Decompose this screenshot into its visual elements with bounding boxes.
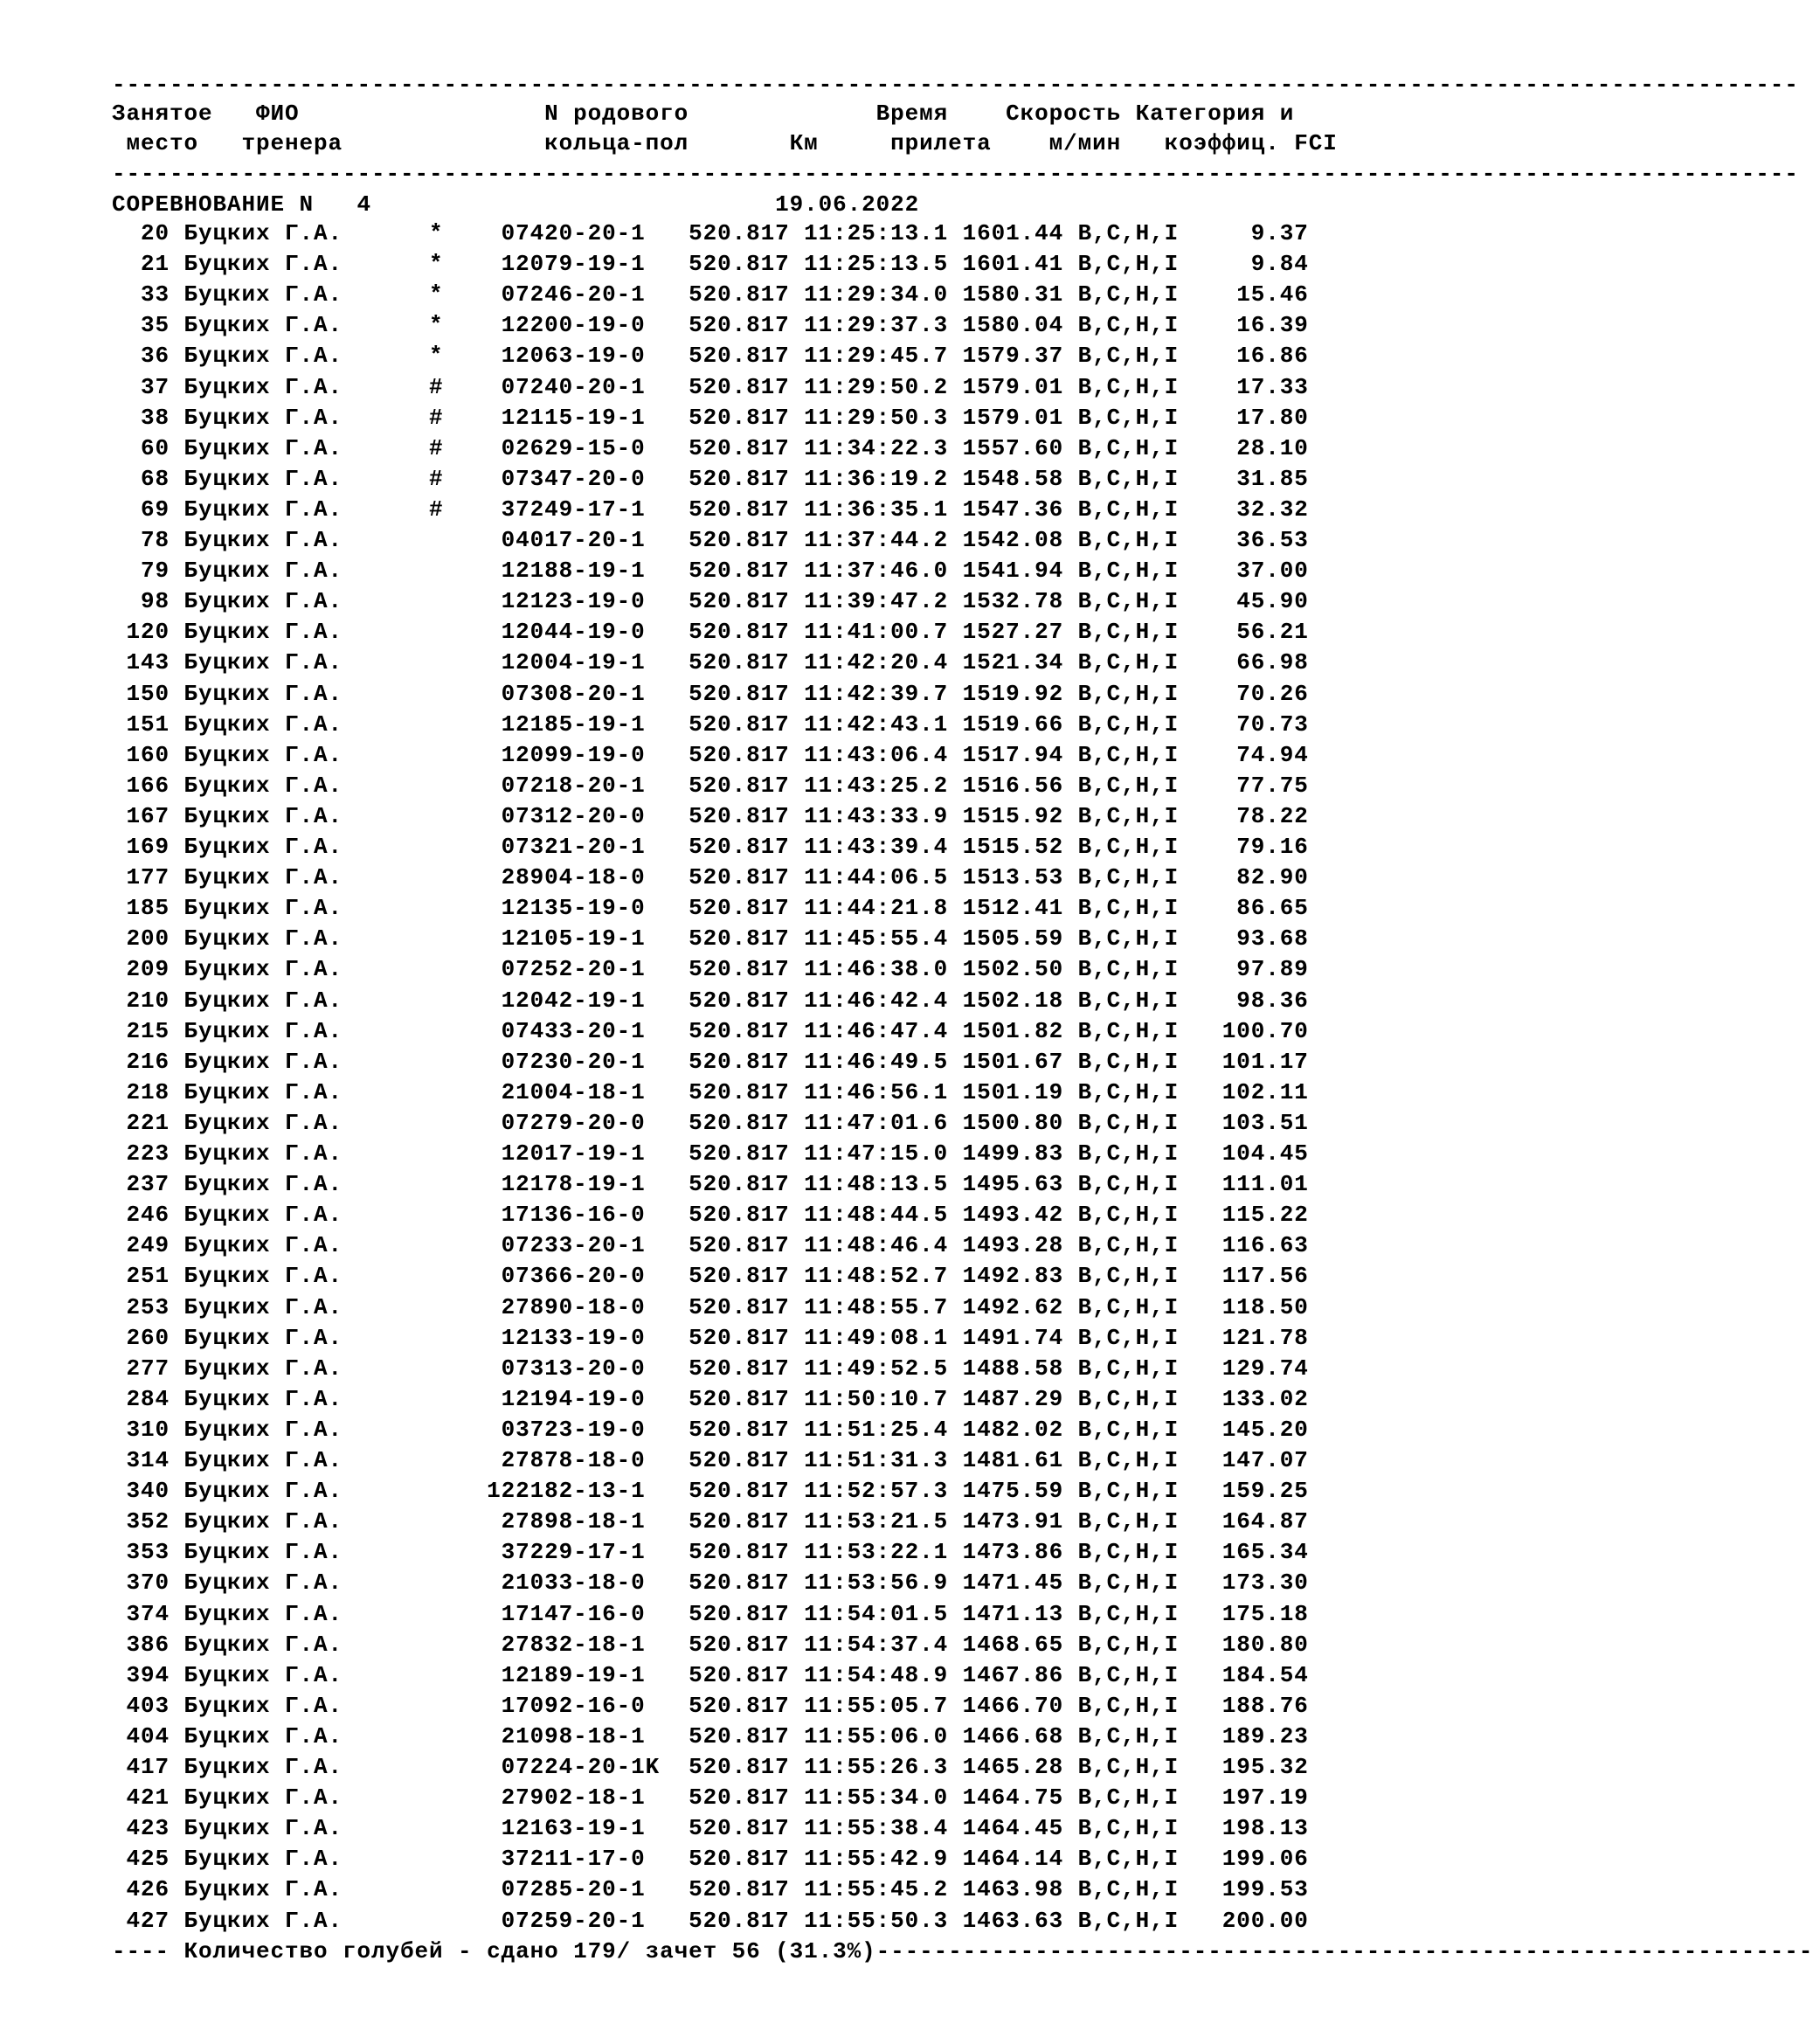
- table-row: 79 Буцких Г.А. 12188-19-1 520.817 11:37:46.0 1541.94 B,C,H,I 37.00: [112, 558, 1309, 585]
- table-row: 404 Буцких Г.А. 21098-18-1 520.817 11:55:06.0 1466.68 B,C,H,I 189.23: [112, 1722, 1309, 1750]
- table-row: 150 Буцких Г.А. 07308-20-1 520.817 11:42:39.7 1519.92 B,C,H,I 70.26: [112, 680, 1309, 707]
- table-row: 185 Буцких Г.А. 12135-19-0 520.817 11:44:21.8 1512.41 B,C,H,I 86.65: [112, 895, 1309, 922]
- table-row: 60 Буцких Г.А. # 02629-15-0 520.817 11:34:22.3 1557.60 B,C,H,I 28.10: [112, 434, 1309, 461]
- table-row: 36 Буцких Г.А. * 12063-19-0 520.817 11:29:45.7 1579.37 B,C,H,I 16.86: [112, 343, 1309, 370]
- table-row: 210 Буцких Г.А. 12042-19-1 520.817 11:46:42.4 1502.18 B,C,H,I 98.36: [112, 987, 1309, 1014]
- table-row: 394 Буцких Г.А. 12189-19-1 520.817 11:54:48.9 1467.86 B,C,H,I 184.54: [112, 1661, 1309, 1688]
- table-row: 249 Буцких Г.А. 07233-20-1 520.817 11:48:46.4 1493.28 B,C,H,I 116.63: [112, 1232, 1309, 1259]
- table-row: 37 Буцких Г.А. # 07240-20-1 520.817 11:29:50.2 1579.01 B,C,H,I 17.33: [112, 373, 1309, 400]
- table-row: 177 Буцких Г.А. 28904-18-0 520.817 11:44:06.5 1513.53 B,C,H,I 82.90: [112, 864, 1309, 891]
- table-row: 425 Буцких Г.А. 37211-17-0 520.817 11:55:42.9 1464.14 B,C,H,I 199.06: [112, 1846, 1309, 1873]
- table-row: 35 Буцких Г.А. * 12200-19-0 520.817 11:29:37.3 1580.04 B,C,H,I 16.39: [112, 312, 1309, 339]
- table-row: 20 Буцких Г.А. * 07420-20-1 520.817 11:25:13.1 1601.44 B,C,H,I 9.37: [112, 220, 1309, 246]
- table-row: 423 Буцких Г.А. 12163-19-1 520.817 11:55:38.4 1464.45 B,C,H,I 198.13: [112, 1815, 1309, 1842]
- table-row: 284 Буцких Г.А. 12194-19-0 520.817 11:50:10.7 1487.29 B,C,H,I 133.02: [112, 1385, 1309, 1412]
- table-row: 253 Буцких Г.А. 27890-18-0 520.817 11:48:55.7 1492.62 B,C,H,I 118.50: [112, 1293, 1309, 1320]
- table-row: 417 Буцких Г.А. 07224-20-1K 520.817 11:55:26.3 1465.28 B,C,H,I 195.32: [112, 1754, 1309, 1780]
- table-row: 353 Буцких Г.А. 37229-17-1 520.817 11:53:22.1 1473.86 B,C,H,I 165.34: [112, 1539, 1309, 1566]
- table-row: 143 Буцких Г.А. 12004-19-1 520.817 11:42:20.4 1521.34 B,C,H,I 66.98: [112, 649, 1309, 676]
- table-row: 38 Буцких Г.А. # 12115-19-1 520.817 11:29:50.3 1579.01 B,C,H,I 17.80: [112, 404, 1309, 431]
- table-row: 310 Буцких Г.А. 03723-19-0 520.817 11:51:25.4 1482.02 B,C,H,I 145.20: [112, 1416, 1309, 1443]
- table-row: 370 Буцких Г.А. 21033-18-0 520.817 11:53:56.9 1471.45 B,C,H,I 173.30: [112, 1569, 1309, 1597]
- top-rule: ---------------------------------------------------------------------------------------------------------------------: [112, 72, 1799, 98]
- table-row: 166 Буцких Г.А. 07218-20-1 520.817 11:43:25.2 1516.56 B,C,H,I 77.75: [112, 772, 1309, 799]
- table-row: 215 Буцких Г.А. 07433-20-1 520.817 11:46:47.4 1501.82 B,C,H,I 100.70: [112, 1017, 1309, 1044]
- table-row: 237 Буцких Г.А. 12178-19-1 520.817 11:48:13.5 1495.63 B,C,H,I 111.01: [112, 1171, 1309, 1198]
- table-row: 21 Буцких Г.А. * 12079-19-1 520.817 11:25:13.5 1601.41 B,C,H,I 9.84: [112, 251, 1309, 278]
- table-row: 169 Буцких Г.А. 07321-20-1 520.817 11:43:39.4 1515.52 B,C,H,I 79.16: [112, 834, 1309, 860]
- competition-line: СОРЕВНОВАНИЕ N 4 19.06.2022: [112, 191, 920, 218]
- table-row: 374 Буцких Г.А. 17147-16-0 520.817 11:54:01.5 1471.13 B,C,H,I 175.18: [112, 1600, 1309, 1627]
- table-row: 68 Буцких Г.А. # 07347-20-0 520.817 11:36:19.2 1548.58 B,C,H,I 31.85: [112, 465, 1309, 492]
- header-line-1: Занятое ФИО N родового Время Скорость Категория и: [112, 100, 1295, 127]
- table-row: 216 Буцких Г.А. 07230-20-1 520.817 11:46:49.5 1501.67 B,C,H,I 101.17: [112, 1048, 1309, 1075]
- footer-summary: ---- Количество голубей - сдано 179/ зачет 56 (31.3%)-----------------------------------------------------------------: [112, 1937, 1813, 1964]
- table-row: 223 Буцких Г.А. 12017-19-1 520.817 11:47:15.0 1499.83 B,C,H,I 104.45: [112, 1140, 1309, 1167]
- table-row: 352 Буцких Г.А. 27898-18-1 520.817 11:53:21.5 1473.91 B,C,H,I 164.87: [112, 1508, 1309, 1535]
- table-row: 98 Буцких Г.А. 12123-19-0 520.817 11:39:47.2 1532.78 B,C,H,I 45.90: [112, 588, 1309, 615]
- table-row: 200 Буцких Г.А. 12105-19-1 520.817 11:45:55.4 1505.59 B,C,H,I 93.68: [112, 925, 1309, 953]
- table-row: 33 Буцких Г.А. * 07246-20-1 520.817 11:29:34.0 1580.31 B,C,H,I 15.46: [112, 281, 1309, 308]
- table-row: 151 Буцких Г.А. 12185-19-1 520.817 11:42:43.1 1519.66 B,C,H,I 70.73: [112, 710, 1309, 738]
- table-row: 340 Буцких Г.А. 122182-13-1 520.817 11:52:57.3 1475.59 B,C,H,I 159.25: [112, 1478, 1309, 1505]
- header-line-2: место тренера кольца-пол Км прилета м/мин коэффиц. FCI: [112, 130, 1338, 156]
- table-row: 421 Буцких Г.А. 27902-18-1 520.817 11:55:34.0 1464.75 B,C,H,I 197.19: [112, 1784, 1309, 1812]
- header-bottom-rule: ---------------------------------------------------------------------------------------------------------------------: [112, 161, 1799, 187]
- table-row: 78 Буцких Г.А. 04017-20-1 520.817 11:37:44.2 1542.08 B,C,H,I 36.53: [112, 527, 1309, 553]
- table-row: 427 Буцких Г.А. 07259-20-1 520.817 11:55:50.3 1463.63 B,C,H,I 200.00: [112, 1907, 1309, 1934]
- table-row: 426 Буцких Г.А. 07285-20-1 520.817 11:55:45.2 1463.98 B,C,H,I 199.53: [112, 1876, 1309, 1903]
- table-row: 221 Буцких Г.А. 07279-20-0 520.817 11:47:01.6 1500.80 B,C,H,I 103.51: [112, 1109, 1309, 1136]
- table-row: 120 Буцких Г.А. 12044-19-0 520.817 11:41:00.7 1527.27 B,C,H,I 56.21: [112, 619, 1309, 646]
- table-row: 314 Буцких Г.А. 27878-18-0 520.817 11:51:31.3 1481.61 B,C,H,I 147.07: [112, 1447, 1309, 1473]
- table-row: 403 Буцких Г.А. 17092-16-0 520.817 11:55:05.7 1466.70 B,C,H,I 188.76: [112, 1692, 1309, 1719]
- table-row: 209 Буцких Г.А. 07252-20-1 520.817 11:46:38.0 1502.50 B,C,H,I 97.89: [112, 956, 1309, 983]
- table-row: 277 Буцких Г.А. 07313-20-0 520.817 11:49:52.5 1488.58 B,C,H,I 129.74: [112, 1355, 1309, 1382]
- table-row: 251 Буцких Г.А. 07366-20-0 520.817 11:48:52.7 1492.83 B,C,H,I 117.56: [112, 1263, 1309, 1290]
- table-row: 69 Буцких Г.А. # 37249-17-1 520.817 11:36:35.1 1547.36 B,C,H,I 32.32: [112, 495, 1309, 523]
- table-row: 260 Буцких Г.А. 12133-19-0 520.817 11:49:08.1 1491.74 B,C,H,I 121.78: [112, 1324, 1309, 1351]
- table-row: 218 Буцких Г.А. 21004-18-1 520.817 11:46:56.1 1501.19 B,C,H,I 102.11: [112, 1078, 1309, 1105]
- table-row: 160 Буцких Г.А. 12099-19-0 520.817 11:43:06.4 1517.94 B,C,H,I 74.94: [112, 741, 1309, 768]
- table-row: 167 Буцких Г.А. 07312-20-0 520.817 11:43:33.9 1515.92 B,C,H,I 78.22: [112, 802, 1309, 829]
- table-row: 246 Буцких Г.А. 17136-16-0 520.817 11:48:44.5 1493.42 B,C,H,I 115.22: [112, 1202, 1309, 1229]
- table-row: 386 Буцких Г.А. 27832-18-1 520.817 11:54:37.4 1468.65 B,C,H,I 180.80: [112, 1631, 1309, 1658]
